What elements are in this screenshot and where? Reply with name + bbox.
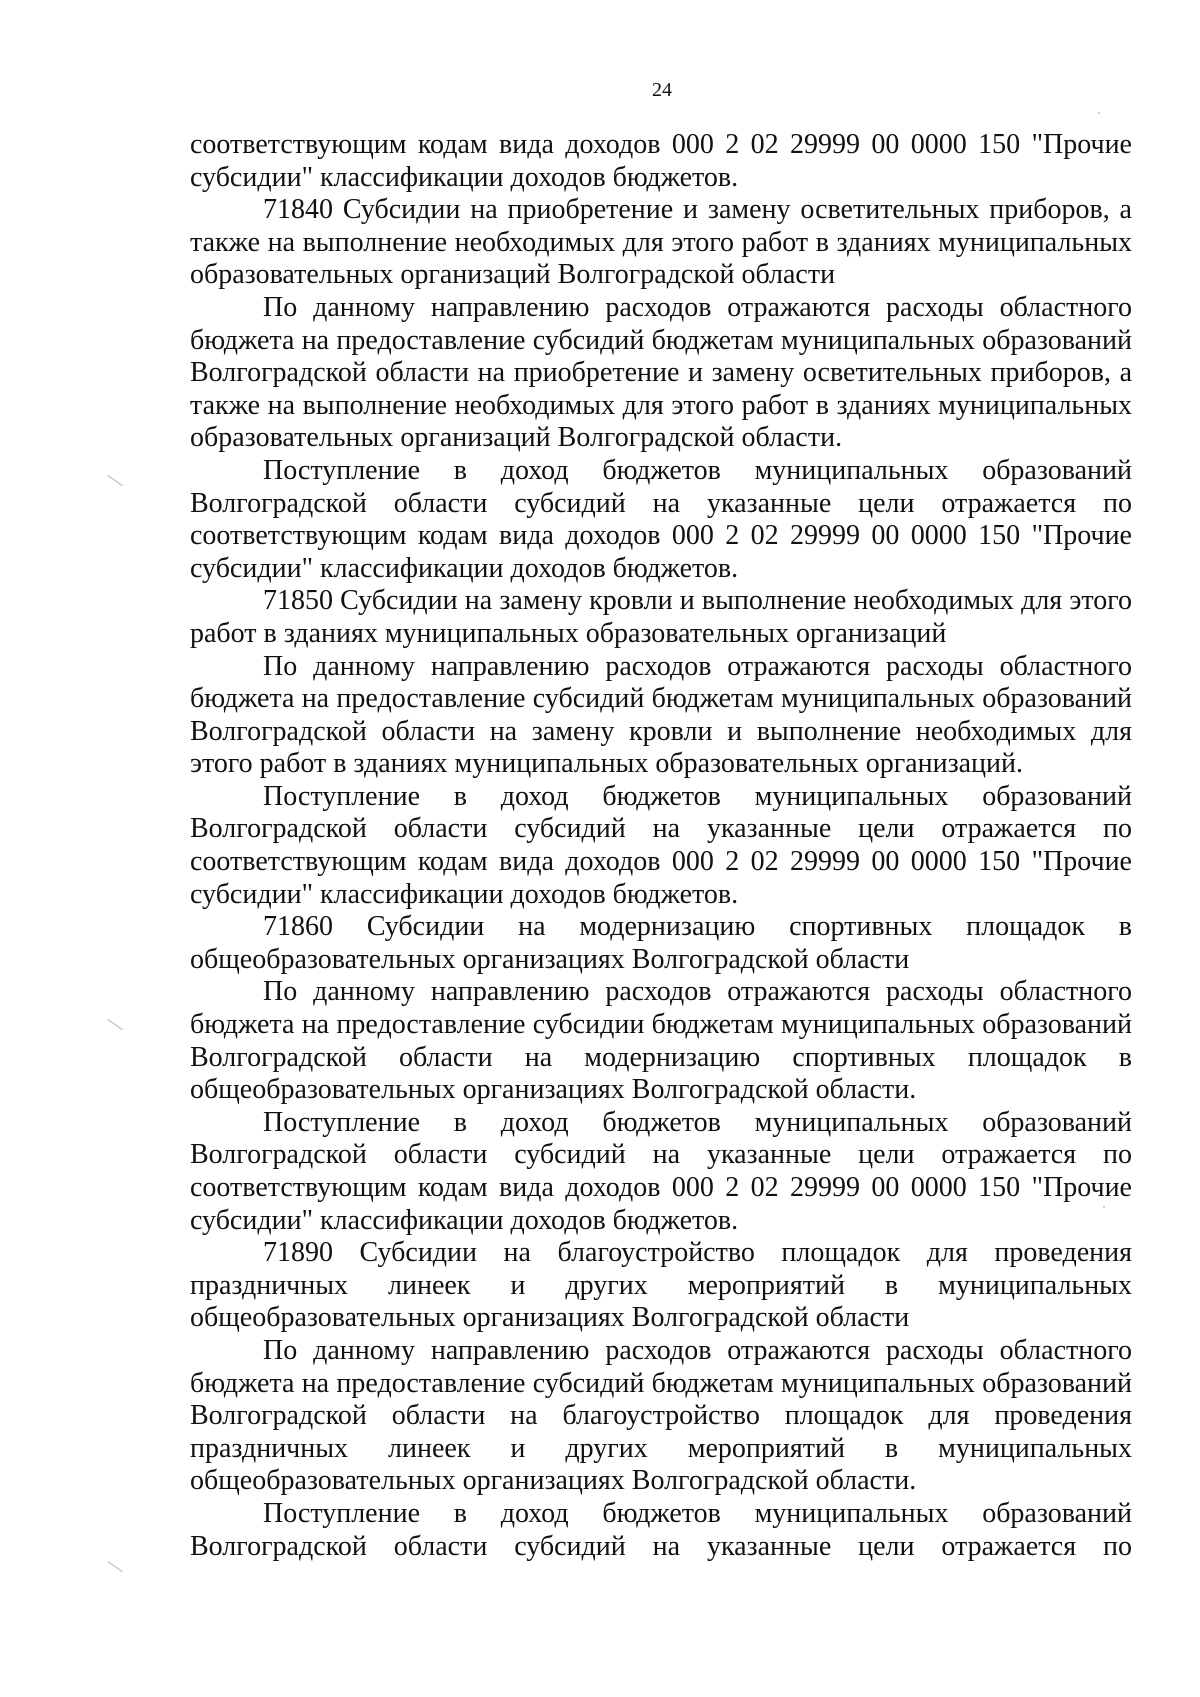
scan-mark xyxy=(107,1019,122,1030)
page-number: 24 xyxy=(652,79,672,101)
scan-mark xyxy=(107,1561,122,1572)
paragraph-71860-expenses: По данному направлению расходов отражаются расходы областного бюджета на предоставление субсидии бюджетам муниципальных образований Волгоградской области на модернизацию спортивных площадок в общеобразовательных организациях Волгоградской области. xyxy=(190,976,1132,1106)
section-heading-71850: 71850 Субсидии на замену кровли и выполнение необходимых для этого работ в зданиях муниципальных образовательных организаций xyxy=(190,585,1132,649)
scan-dot xyxy=(1098,112,1100,114)
paragraph-71850-expenses: По данному направлению расходов отражаются расходы областного бюджета на предоставление субсидий бюджетам муниципальных образований Волгоградской области на замену кровли и выполнение необходимых для этого работ в зданиях муниципальных образовательных организаций. xyxy=(190,650,1132,780)
paragraph-71890-expenses: По данному направлению расходов отражаются расходы областного бюджета на предоставление субсидий бюджетам муниципальных образований Волгоградской области на благоустройство площадок для проведения праздничных линеек и других мероприятий в муниципальных общеобразовательных организациях Волгоградской области. xyxy=(190,1334,1132,1497)
paragraph-71840-income: Поступление в доход бюджетов муниципальных образований Волгоградской области субсидий на указанные цели отражается по соответствующим кодам вида доходов 000 2 02 29999 00 0000 150 "Прочие субсидии" классификации доходов бюджетов. xyxy=(190,454,1132,584)
paragraph-71850-income: Поступление в доход бюджетов муниципальных образований Волгоградской области субсидий на указанные цели отражается по соответствующим кодам вида доходов 000 2 02 29999 00 0000 150 "Прочие субсидии" классификации доходов бюджетов. xyxy=(190,780,1132,910)
scan-mark xyxy=(107,475,122,486)
section-heading-71860: 71860 Субсидии на модернизацию спортивных площадок в общеобразовательных организациях Волгоградской области xyxy=(190,911,1132,975)
paragraph-71840-expenses: По данному направлению расходов отражаются расходы областного бюджета на предоставление субсидий бюджетам муниципальных образований Волгоградской области на приобретение и замену осветительных приборов, а также на выполнение необходимых для этого работ в зданиях муниципальных образовательных организаций Волгоградской области. xyxy=(190,291,1132,454)
paragraph-71860-income: Поступление в доход бюджетов муниципальных образований Волгоградской области субсидий на указанные цели отражается по соответствующим кодам вида доходов 000 2 02 29999 00 0000 150 "Прочие субсидии" классификации доходов бюджетов. xyxy=(190,1106,1132,1236)
section-heading-71890: 71890 Субсидии на благоустройство площадок для проведения праздничных линеек и других мероприятий в муниципальных общеобразовательных организациях Волгоградской области xyxy=(190,1237,1132,1334)
section-heading-71840: 71840 Субсидии на приобретение и замену осветительных приборов, а также на выполнение необходимых для этого работ в зданиях муниципальных образовательных организаций Волгоградской области xyxy=(190,194,1132,291)
document-body xyxy=(190,129,1132,1563)
paragraph-continuation: соответствующим кодам вида доходов 000 2 02 29999 00 0000 150 "Прочие субсидии" классификации доходов бюджетов. xyxy=(190,129,1132,193)
paragraph-71890-income: Поступление в доход бюджетов муниципальных образований Волгоградской области субсидий на указанные цели отражается по xyxy=(190,1497,1132,1562)
